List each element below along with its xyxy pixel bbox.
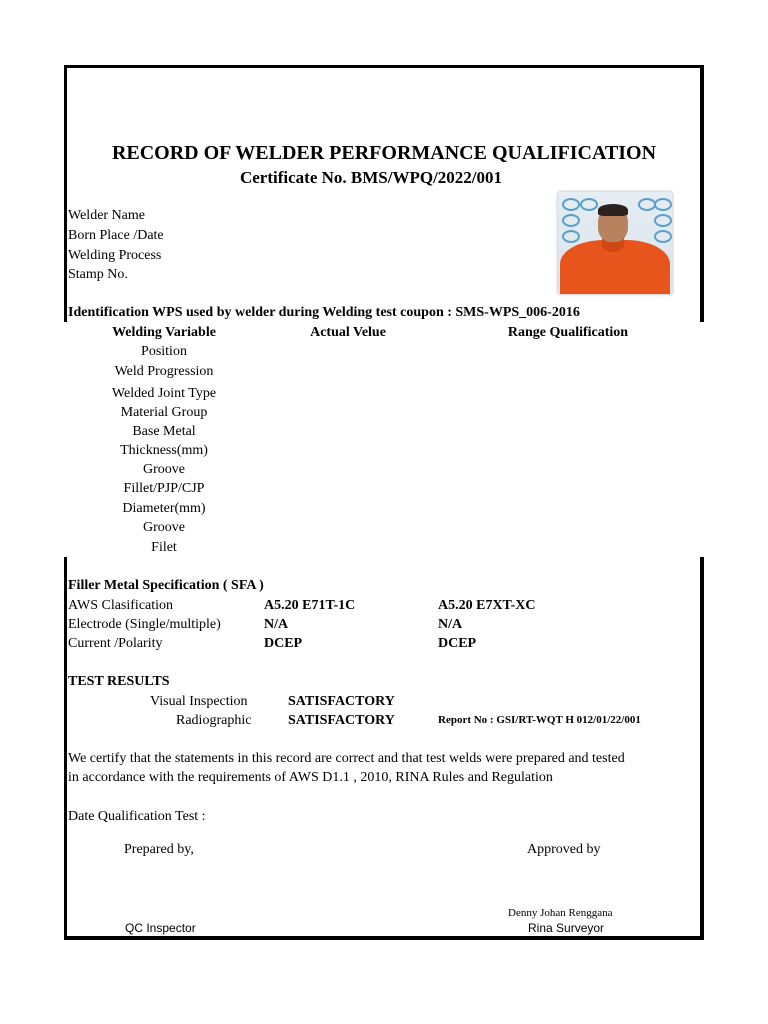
radiographic-result: SATISFACTORY xyxy=(288,713,395,728)
header-actual-value: Actual Velue xyxy=(310,325,386,340)
variable-row: Welded Joint Type xyxy=(111,386,217,401)
variable-row: Weld Progression xyxy=(114,364,214,379)
date-qualification-label: Date Qualification Test : xyxy=(68,809,206,824)
header-range-qualification: Range Qualification xyxy=(507,325,629,340)
approved-by-label: Approved by xyxy=(527,842,601,857)
electrode-label: Electrode (Single/multiple) xyxy=(68,617,221,632)
report-number: Report No : GSI/RT-WQT H 012/01/22/001 xyxy=(438,714,641,726)
radiographic-label: Radiographic xyxy=(176,713,252,728)
electrode-range: N/A xyxy=(438,617,463,632)
stamp-no-label: Stamp No. xyxy=(68,267,128,282)
welding-process-label: Welding Process xyxy=(68,248,162,263)
welder-photo xyxy=(558,192,672,294)
aws-classification-actual: A5.20 E71T-1C xyxy=(264,598,356,613)
variable-row: Groove xyxy=(143,520,185,535)
qc-inspector-role: QC Inspector xyxy=(125,921,196,935)
visual-inspection-result: SATISFACTORY xyxy=(288,694,395,709)
variable-row: Filet xyxy=(151,540,177,555)
certification-line-1: We certify that the statements in this record are correct and that test welds were prepared and tested xyxy=(68,751,625,766)
current-polarity-label: Current /Polarity xyxy=(68,636,163,651)
test-results-heading: TEST RESULTS xyxy=(68,674,170,689)
variable-row: Material Group xyxy=(120,405,208,420)
wps-identification: Identification WPS used by welder during Welding test coupon : SMS-WPS_006-2016 xyxy=(68,305,580,320)
border-top xyxy=(64,65,704,68)
variable-row: Position xyxy=(141,344,187,359)
document-title: RECORD OF WELDER PERFORMANCE QUALIFICATION xyxy=(111,142,657,164)
variable-row: Thickness(mm) xyxy=(120,443,208,458)
aws-classification-label: AWS Clasification xyxy=(68,598,174,613)
visual-inspection-label: Visual Inspection xyxy=(150,694,248,709)
filler-metal-heading: Filler Metal Specification ( SFA ) xyxy=(68,578,264,593)
header-welding-variable: Welding Variable xyxy=(112,325,216,340)
current-polarity-range: DCEP xyxy=(438,636,477,651)
border-right-upper xyxy=(700,65,704,322)
variable-row: Diameter(mm) xyxy=(122,501,206,516)
border-left-upper xyxy=(64,65,67,322)
border-left-lower xyxy=(64,557,67,939)
certification-line-2: in accordance with the requirements of AWS D1.1 , 2010, RINA Rules and Regulation xyxy=(68,770,553,785)
border-bottom xyxy=(64,936,704,940)
certificate-number: Certificate No. BMS/WPQ/2022/001 xyxy=(239,168,503,187)
border-right-lower xyxy=(700,557,704,939)
approver-name: Denny Johan Renggana xyxy=(508,907,613,919)
variable-row: Base Metal xyxy=(132,424,196,439)
current-polarity-actual: DCEP xyxy=(264,636,303,651)
variable-row: Fillet/PJP/CJP xyxy=(123,481,205,496)
aws-classification-range: A5.20 E7XT-XC xyxy=(438,598,536,613)
born-place-label: Born Place /Date xyxy=(68,228,164,243)
variable-row: Groove xyxy=(143,462,185,477)
prepared-by-label: Prepared by, xyxy=(124,842,194,857)
electrode-actual: N/A xyxy=(264,617,289,632)
rina-surveyor-role: Rina Surveyor xyxy=(528,921,605,935)
welder-name-label: Welder Name xyxy=(68,208,145,223)
